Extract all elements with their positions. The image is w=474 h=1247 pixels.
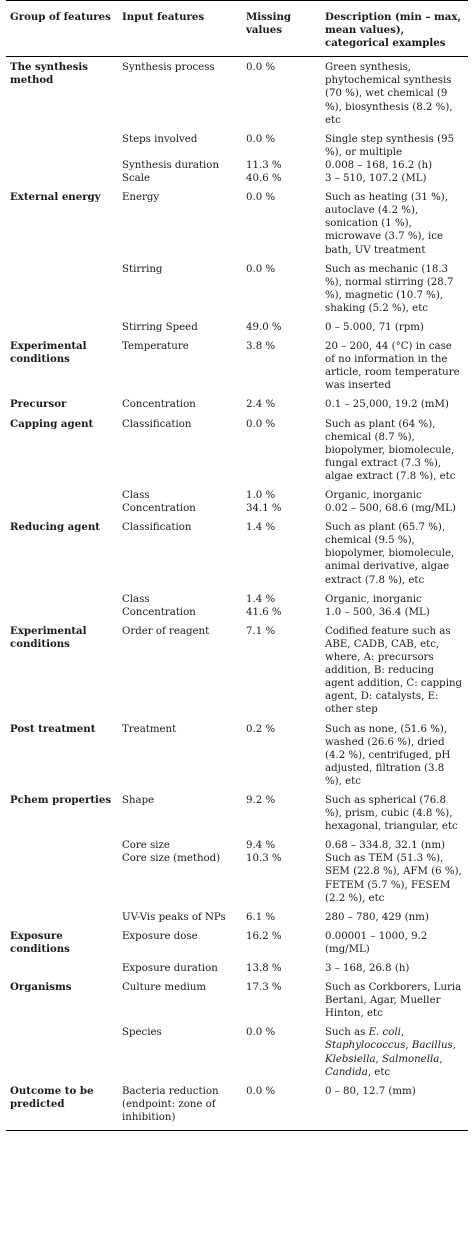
row-missing-value: 17.3 % xyxy=(246,982,282,994)
header-missing-values: Missing values xyxy=(242,1,321,57)
row-input-feature: Class xyxy=(122,490,150,501)
table-row xyxy=(6,1020,468,1078)
row-missing-value: 7.1 % xyxy=(246,625,276,637)
table-row xyxy=(6,515,468,586)
species-name: Staphylococcus xyxy=(325,1040,406,1052)
row-input-feature: Classification xyxy=(122,418,192,430)
row-missing-value: 13.8 % xyxy=(246,963,282,974)
row-description: 20 – 200, 44 (°C) in case of no information in the article, room temperature was inserted xyxy=(325,341,460,392)
row-description: 280 – 780, 429 (nm) xyxy=(325,911,429,923)
row-input-feature: Concentration xyxy=(122,399,196,411)
row-description: Organic, inorganic xyxy=(325,490,422,501)
table-row xyxy=(6,172,468,185)
row-input-feature: Class xyxy=(122,593,150,605)
row-input-feature: Treatment xyxy=(122,723,177,735)
row-input-feature: UV-Vis peaks of NPs xyxy=(122,911,226,923)
table-header xyxy=(6,1,468,57)
row-input-feature: Stirring Speed xyxy=(122,321,198,333)
row-description: Single step synthesis (95 %), or multiple xyxy=(325,133,455,158)
row-input-feature: Bacteria reduction (endpoint: zone of inhibition) xyxy=(118,1079,242,1131)
row-description: 0.008 – 168, 16.2 (h) xyxy=(325,159,433,171)
row-missing-value: 9.4 % xyxy=(246,840,276,852)
row-description: 0 – 5.000, 71 (rpm) xyxy=(325,321,424,333)
row-missing-value: 41.6 % xyxy=(246,606,282,618)
row-description: Such as none, (51.6 %), washed (26.6 %), dried (4.2 %), centrifuged, pH adjusted, filtration (3.8 %), etc xyxy=(325,723,451,787)
table-row xyxy=(6,975,468,1020)
row-input-feature: Culture medium xyxy=(122,982,207,994)
row-input-feature: Energy xyxy=(122,192,160,204)
table-row xyxy=(6,334,468,392)
row-missing-value: 10.3 % xyxy=(246,853,282,865)
table-row xyxy=(6,315,468,334)
table-row xyxy=(6,717,468,788)
row-group-label: Reducing agent xyxy=(10,521,100,534)
species-name: E. coli xyxy=(368,1027,401,1039)
row-missing-value: 40.6 % xyxy=(246,173,282,185)
header-group: Group of features xyxy=(6,1,118,57)
table-row xyxy=(6,502,468,515)
row-missing-value: 0.0 % xyxy=(242,1079,321,1131)
row-description: 0.02 – 500, 68.6 (mg/ML) xyxy=(325,503,456,515)
row-input-feature: Temperature xyxy=(122,341,189,353)
row-input-feature: Synthesis process xyxy=(122,62,215,74)
row-group-label: Post treatment xyxy=(10,722,96,735)
row-missing-value: 0.0 % xyxy=(246,192,276,204)
row-input-feature: Core size (method) xyxy=(122,853,221,865)
row-group-label xyxy=(6,905,118,924)
row-description: 0 – 80, 12.7 (mm) xyxy=(321,1079,468,1131)
row-input-feature: Synthesis duration xyxy=(122,159,220,171)
row-group-label xyxy=(6,257,118,315)
table-row xyxy=(6,159,468,172)
row-description: Such as plant (64 %), chemical (8.7 %), biopolymer, biomolecule, fungal extract (7.3 %), algae extract (7.8 %), etc xyxy=(325,418,456,482)
table-row xyxy=(6,57,468,127)
row-missing-value: 0.0 % xyxy=(246,263,276,275)
row-group-label xyxy=(6,833,118,852)
table-row xyxy=(6,924,468,956)
table-row xyxy=(6,257,468,315)
row-missing-value: 1.4 % xyxy=(246,522,276,534)
row-input-feature: Stirring xyxy=(122,263,163,275)
row-missing-value: 0.2 % xyxy=(246,723,276,735)
row-group-label xyxy=(6,852,118,904)
table-row xyxy=(6,412,468,483)
row-group-label xyxy=(6,315,118,334)
row-input-feature: Species xyxy=(122,1027,162,1039)
row-missing-value: 16.2 % xyxy=(246,930,282,942)
row-missing-value: 6.1 % xyxy=(246,911,276,923)
row-input-feature: Concentration xyxy=(122,606,196,618)
row-description: 0.00001 – 1000, 9.2 (mg/ML) xyxy=(325,930,428,955)
row-description: Such as plant (65.7 %), chemical (9.5 %), biopolymer, biomolecule, animal derivative, algae extract (7.8 %), etc xyxy=(325,522,455,586)
row-input-feature: Classification xyxy=(122,522,192,534)
row-group-label xyxy=(6,127,118,159)
row-description: Such as Corkborers, Luria Bertani, Agar, Mueller Hinton, etc xyxy=(325,982,462,1020)
row-group-label: Outcome to be predicted xyxy=(6,1079,118,1131)
row-missing-value: 1.0 % xyxy=(246,490,276,501)
row-group-label xyxy=(6,159,118,172)
row-description: Green synthesis, phytochemical synthesis (70 %), wet chemical (9 %), biosynthesis (8.2 %), etc xyxy=(325,62,453,126)
row-missing-value: 0.0 % xyxy=(246,1027,276,1039)
row-description: Codified feature such as ABE, CADB, CAB, etc, where, A: precursors addition, B: reducing agent addition, C: capping agent, D: catalysts, E: other step xyxy=(325,625,463,716)
row-group-label xyxy=(6,606,118,619)
header-input-features: Input features xyxy=(118,1,242,57)
header-description: Description (min – max, mean values), categorical examples xyxy=(321,1,468,57)
row-group-label: The synthesis method xyxy=(10,61,89,87)
row-input-feature: Steps involved xyxy=(122,133,198,145)
row-description: Such as spherical (76.8 %), prism, cubic (4.8 %), hexagonal, triangular, etc xyxy=(325,794,458,833)
row-group-label: Pchem properties xyxy=(10,793,112,806)
row-group-label: Organisms xyxy=(10,981,72,994)
row-description: 0.1 – 25,000, 19.2 (mM) xyxy=(325,399,449,411)
table-row xyxy=(6,956,468,975)
row-group-label xyxy=(6,956,118,975)
table-row xyxy=(6,619,468,717)
table-row xyxy=(6,392,468,411)
table-row xyxy=(6,185,468,256)
row-input-feature: Concentration xyxy=(122,503,196,515)
row-group-label xyxy=(6,1020,118,1078)
table-row xyxy=(6,852,468,904)
row-description: Such as heating (31 %), autoclave (4.2 %), sonication (1 %), microwave (3.7 %), ice bath, UV treatment xyxy=(325,192,448,256)
row-description: Such as mechanic (18.3 %), normal stirring (28.7 %), magnetic (10.7 %), shaking (5.2 %), etc xyxy=(325,263,454,314)
row-group-label: Precursor xyxy=(10,398,67,411)
table-row xyxy=(6,606,468,619)
table-row xyxy=(6,127,468,159)
row-input-feature: Exposure dose xyxy=(122,930,198,942)
row-missing-value: 3.8 % xyxy=(246,341,276,353)
row-description: 3 – 168, 26.8 (h) xyxy=(325,963,410,974)
row-input-feature: Exposure duration xyxy=(122,963,218,974)
row-description: Such as E. coli, Staphylococcus, Bacillus, Klebsiella, Salmonella, Candida, etc xyxy=(325,1027,456,1078)
table-body xyxy=(6,57,468,1131)
table-row xyxy=(6,833,468,852)
row-group-label: Exposure conditions xyxy=(10,929,70,955)
row-group-label: Capping agent xyxy=(10,417,94,430)
row-description: 0.68 – 334.8, 32.1 (nm) xyxy=(325,840,445,852)
species-name: Bacillus xyxy=(411,1040,453,1052)
row-missing-value: 0.0 % xyxy=(246,133,276,145)
table-row xyxy=(6,788,468,833)
row-group-label xyxy=(6,483,118,502)
row-description: 3 – 510, 107.2 (ML) xyxy=(325,173,427,185)
table-row xyxy=(6,587,468,606)
species-name: Candida xyxy=(325,1066,368,1078)
row-input-feature: Core size xyxy=(122,840,170,852)
row-group-label: Experimental conditions xyxy=(10,340,87,366)
row-missing-value: 9.2 % xyxy=(246,794,276,806)
features-table xyxy=(6,0,468,1131)
row-input-feature: Order of reagent xyxy=(122,625,210,637)
row-input-feature: Shape xyxy=(122,794,155,806)
table-row xyxy=(6,1079,468,1131)
row-group-label xyxy=(6,172,118,185)
species-name: Salmonella xyxy=(382,1053,440,1065)
row-missing-value: 0.0 % xyxy=(246,62,276,74)
row-missing-value: 1.4 % xyxy=(246,593,276,605)
row-group-label xyxy=(6,587,118,606)
row-missing-value: 0.0 % xyxy=(246,418,276,430)
row-missing-value: 34.1 % xyxy=(246,503,282,515)
row-group-label: External energy xyxy=(10,191,101,204)
row-description: Organic, inorganic xyxy=(325,593,422,605)
row-description: Such as TEM (51.3 %), SEM (22.8 %), AFM (6 %), FETEM (5.7 %), FESEM (2.2 %), etc xyxy=(325,853,462,904)
table-row xyxy=(6,483,468,502)
row-missing-value: 2.4 % xyxy=(246,399,276,411)
row-description: 1.0 – 500, 36.4 (ML) xyxy=(325,606,430,618)
row-missing-value: 11.3 % xyxy=(246,159,282,171)
species-name: Klebsiella xyxy=(325,1053,376,1065)
row-group-label xyxy=(6,502,118,515)
row-missing-value: 49.0 % xyxy=(246,321,282,333)
table-row xyxy=(6,905,468,924)
row-input-feature: Scale xyxy=(122,173,151,185)
row-group-label: Experimental conditions xyxy=(10,624,87,650)
